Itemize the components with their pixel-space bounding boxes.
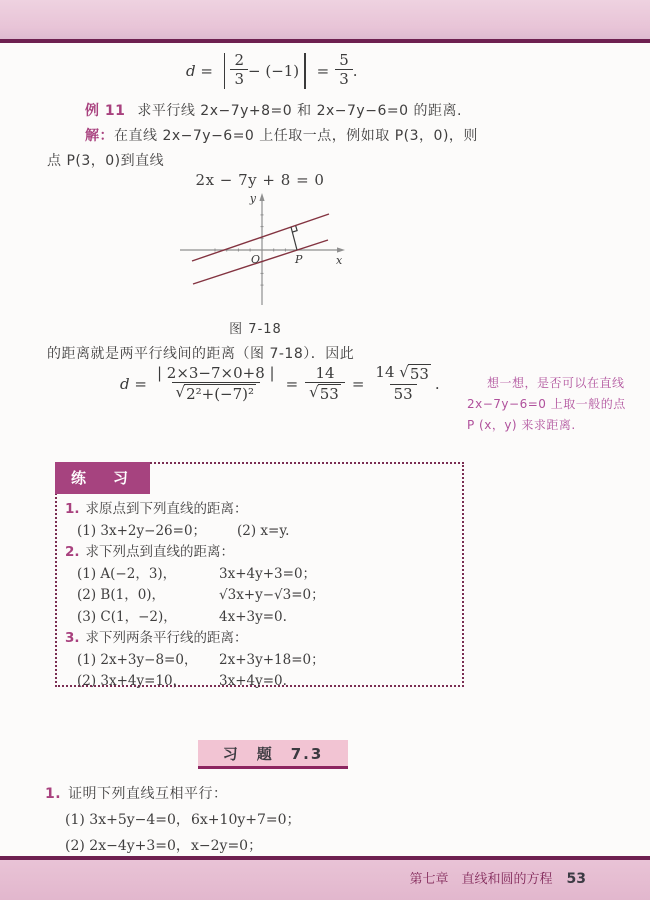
solution-line-2 xyxy=(47,150,164,170)
x-axis-label: x xyxy=(336,254,343,267)
figure-7-18-graph xyxy=(148,190,363,315)
exercise-row-2: (2) 2x−4y+3=0， x−2y=0； xyxy=(65,838,263,854)
practice-item-3: 3. 求下列两条平行线的距离： xyxy=(65,630,248,646)
practice-subitem: (1) 3x+2y−26=0； (2) x=y. xyxy=(77,522,290,539)
practice-subitem: (1) 2x+3y−8=0， 2x+3y+18=0； xyxy=(77,651,325,668)
solution-text-1: 在直线 2x−7y−6=0 上任取一点，例如取 P(3，0)，则 xyxy=(114,128,478,144)
page-footer xyxy=(410,868,587,887)
fraction-1: | 2×3−7×0+8 | √ 2²+(−7)² xyxy=(156,363,275,403)
practice-item-1: 1. 求原点到下列直线的距离： xyxy=(65,501,248,517)
top-purple-rule xyxy=(0,39,650,43)
practice-subitem: (2) B(1，0)， √3x+y−√3=0； xyxy=(77,587,325,603)
sqrt-53-numerator: √ 53 xyxy=(399,363,429,383)
solution-line-1 xyxy=(85,125,478,145)
period: . xyxy=(352,61,358,80)
exercise-heading-7-3: 习 题 7.3 xyxy=(198,740,348,769)
fraction-5-3: $\frac{5}{3}$ xyxy=(335,52,353,90)
footer-chapter-title: 第七章 直线和圆的方程 xyxy=(409,872,553,887)
margin-note-line: P (x，y) 来求距离. xyxy=(467,418,576,432)
solution-text-2: 点 P(3，0)到直线 xyxy=(47,153,165,169)
solution-label: 解： xyxy=(85,128,114,144)
fraction-3: 14 √ 53 53 xyxy=(375,363,429,403)
formula-middle: − (−1) xyxy=(248,61,300,80)
paragraph-after-figure: 的距离就是两平行线间的距离（图 7-18）．因此 xyxy=(47,346,355,362)
margin-note-line: 想一想，是否可以在直线 xyxy=(487,376,625,390)
sqrt-53: √ 53 xyxy=(309,382,339,403)
y-axis-arrow xyxy=(259,193,264,201)
practice-subitem: (2) 3x+4y=10， 3x+4y=0. xyxy=(77,673,287,689)
origin-label: O xyxy=(251,253,261,266)
formula-distance-simple xyxy=(186,52,358,90)
y-axis-label: y xyxy=(249,192,256,205)
line-2x-7y-plus-8 xyxy=(192,214,329,261)
line-2x-7y-minus-6 xyxy=(193,240,328,284)
margin-think-note xyxy=(467,373,645,436)
exercise-item-1: 1. 证明下列直线互相平行： xyxy=(45,786,228,802)
formula-distance-main: d = | 2×3−7×0+8 | √ 2²+(−7)² = 14 √ 53 = 14 √ 53 53 . xyxy=(120,363,440,403)
practice-box xyxy=(55,462,464,687)
practice-tab: 练 习 xyxy=(55,462,150,494)
sqrt-denominator: √ 2²+(−7)² xyxy=(175,382,255,403)
fraction-2: 14 √ 53 xyxy=(305,365,345,404)
figure-caption: 图 7-18 xyxy=(229,322,282,337)
formula-main-lhs: d = xyxy=(120,375,147,394)
abs-bar-right xyxy=(304,53,306,89)
point-p-label: P xyxy=(295,253,303,266)
example-11-line xyxy=(85,100,462,120)
fraction-2-3: $\frac{2}{3}$ xyxy=(230,52,248,90)
exercise-row-1: (1) 3x+5y−4=0， 6x+10y+7=0； xyxy=(65,812,301,828)
equals-sign: = xyxy=(316,61,330,80)
example-label: 例 11 xyxy=(85,103,126,119)
abs-bar-left xyxy=(224,53,226,89)
display-equation: 2x − 7y + 8 = 0 xyxy=(195,171,325,189)
footer-page-number: 53 xyxy=(566,871,586,887)
practice-body xyxy=(57,464,462,691)
x-axis-arrow xyxy=(337,247,345,252)
margin-note-line: 2x−7y−6=0 上取一般的点 xyxy=(467,397,626,411)
example-text: 求平行线 2x−7y+8=0 和 2x−7y−6=0 的距离. xyxy=(137,103,462,119)
practice-item-2: 2. 求下列点到直线的距离： xyxy=(65,544,235,560)
top-pink-band xyxy=(0,0,650,39)
practice-subitem: (3) C(1，−2)， 4x+3y=0. xyxy=(77,608,287,625)
formula-lhs: d = xyxy=(186,61,213,80)
practice-subitem: (1) A(−2，3)， 3x+4y+3=0； xyxy=(77,565,317,582)
